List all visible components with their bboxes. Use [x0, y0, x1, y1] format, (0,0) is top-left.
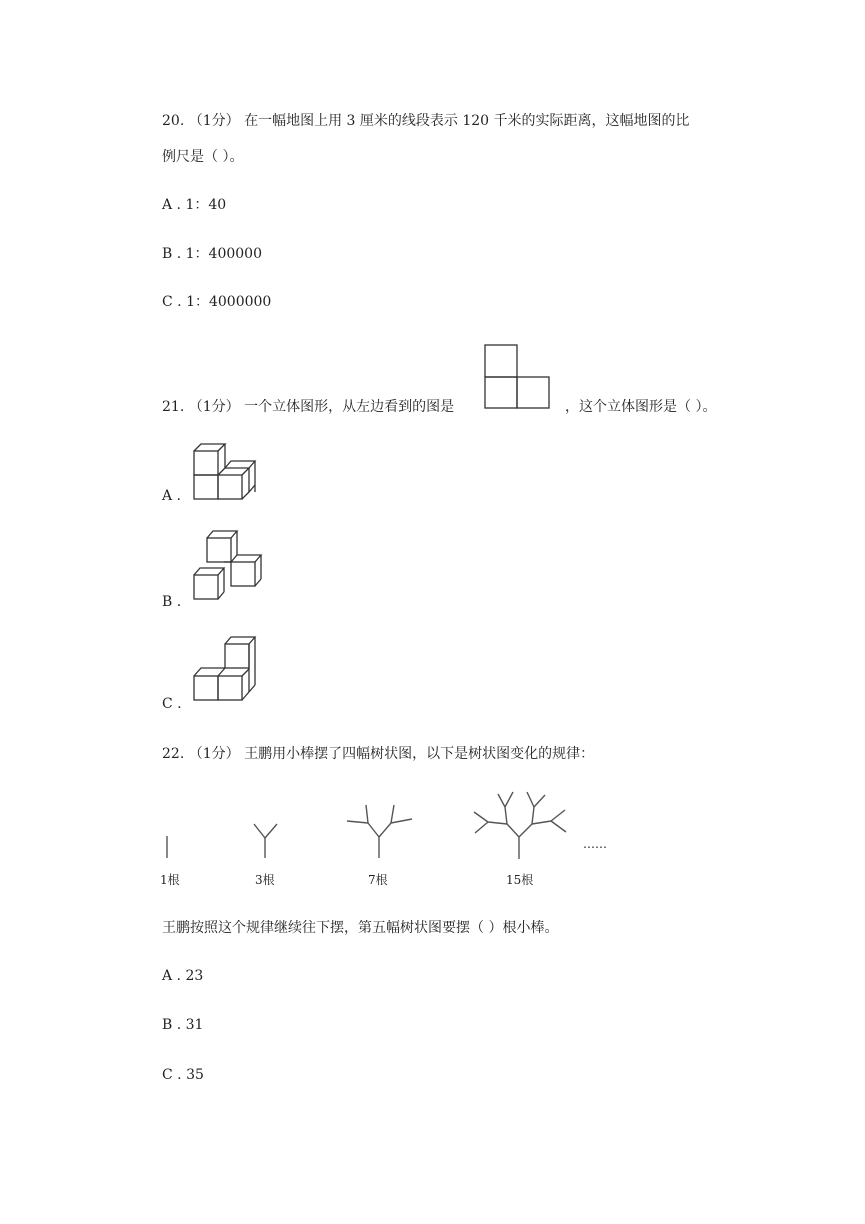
- tree-figure-3: [345, 803, 415, 859]
- q21-option-c-cubes-figure[interactable]: [193, 636, 263, 704]
- q20-option-b[interactable]: B . 1：400000: [162, 246, 262, 262]
- tree-caption-4: 15根: [506, 873, 534, 887]
- q21-stem-before: 21. （1分） 一个立体图形，从左边看到的图是: [162, 399, 455, 415]
- q22-followup: 王鹏按照这个规律继续往下摆，第五幅树状图要摆（ ）根小棒。: [162, 920, 559, 936]
- q21-option-a-label[interactable]: A .: [162, 488, 182, 504]
- tree-ellipsis: ……: [583, 837, 607, 851]
- tree-figure-4: [470, 790, 570, 860]
- q22-option-b[interactable]: B . 31: [162, 1017, 204, 1033]
- q20-stem-line1: 20. （1分） 在一幅地图上用 3 厘米的线段表示 120 千米的实际距离，这幅地图的比: [162, 113, 690, 129]
- tree-figure-1: [163, 834, 173, 864]
- q20-stem-line2: 例尺是（ ）。: [162, 149, 244, 165]
- tree-caption-2: 3根: [255, 873, 275, 887]
- q21-option-c-label[interactable]: C .: [162, 696, 182, 712]
- q22-stem: 22. （1分） 王鹏用小棒摆了四幅树状图，以下是树状图变化的规律：: [162, 746, 595, 762]
- q20-option-c[interactable]: C . 1：4000000: [162, 294, 272, 310]
- tree-caption-1: 1根: [160, 873, 180, 887]
- q21-option-a-cubes-figure[interactable]: [193, 443, 263, 503]
- q21-option-b-label[interactable]: B .: [162, 594, 182, 610]
- tree-caption-3: 7根: [368, 873, 388, 887]
- q21-option-b-cubes-figure[interactable]: [193, 530, 268, 605]
- q22-option-a[interactable]: A . 23: [162, 968, 204, 984]
- q22-option-c[interactable]: C . 35: [162, 1067, 204, 1083]
- q21-stem-after: ，这个立体图形是（ ）。: [565, 399, 717, 415]
- left-view-figure: [484, 344, 554, 414]
- tree-figure-2: [251, 820, 281, 860]
- q20-option-a[interactable]: A . 1：40: [162, 197, 227, 213]
